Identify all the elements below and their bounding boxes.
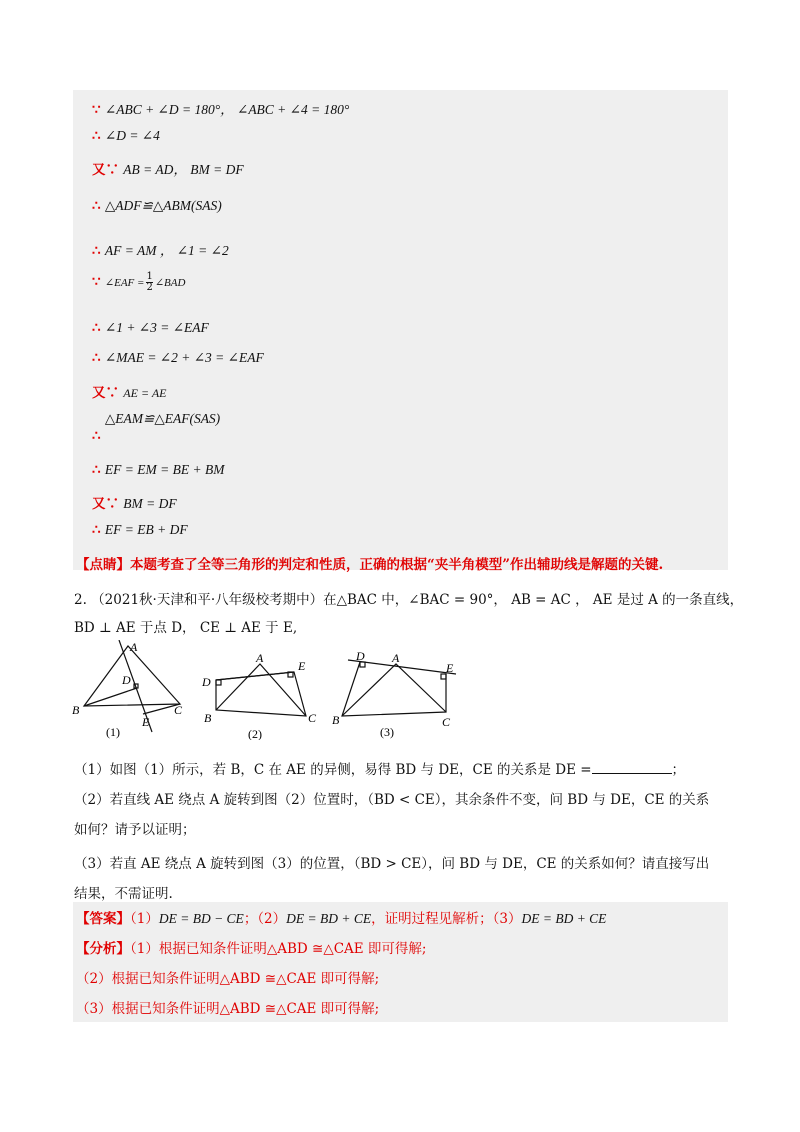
because-symbol: 又∵ bbox=[92, 162, 119, 178]
answer-text: （1） bbox=[130, 911, 159, 927]
analysis-line-2: （2）根据已知条件证明△ABD ≅△CAE 即可得解; bbox=[76, 971, 380, 987]
figure-2 bbox=[216, 664, 306, 716]
because-symbol: ∵ bbox=[92, 274, 101, 290]
therefore-symbol: ∴ bbox=[92, 128, 101, 144]
fraction-numerator: 1 bbox=[146, 271, 153, 282]
therefore-symbol: ∴ bbox=[92, 428, 101, 444]
answer-tag: 【答案】 bbox=[76, 911, 130, 927]
label-C: C bbox=[174, 703, 183, 717]
therefore-symbol: ∴ bbox=[92, 243, 101, 259]
answer-math: DE = BD + CE bbox=[286, 911, 372, 926]
label-A: A bbox=[130, 640, 138, 654]
proof-text: EF = EM = BE + BM bbox=[104, 462, 225, 477]
proof-line-12 bbox=[92, 492, 177, 512]
label-D: D bbox=[356, 649, 365, 663]
analysis-tag: 【分析】 bbox=[76, 941, 130, 957]
proof-text: BM = DF bbox=[123, 496, 177, 511]
because-symbol: 又∵ bbox=[92, 496, 119, 512]
answer-math: DE = BD + CE bbox=[521, 911, 607, 926]
answer-line bbox=[76, 907, 606, 927]
label-A: A bbox=[392, 651, 400, 665]
proof-text: △ADF≌△ABM(SAS) bbox=[104, 198, 222, 213]
label-E: E bbox=[142, 715, 150, 729]
question-part-3a: （3）若直 AE 绕点 A 旋转到图（3）的位置，（BD > CE），问 BD 与 DE，CE 的关系如何？请直接写出 bbox=[74, 856, 710, 872]
fraction bbox=[146, 272, 152, 293]
fraction-denominator: 2 bbox=[146, 282, 153, 293]
proof-text: ∠EAF = bbox=[104, 277, 145, 289]
because-symbol: 又∵ bbox=[92, 385, 119, 401]
proof-line-8 bbox=[92, 350, 264, 366]
answer-text: ，证明过程见解析；（3） bbox=[371, 911, 522, 927]
therefore-symbol: ∴ bbox=[92, 320, 101, 336]
geometry-figures bbox=[70, 640, 490, 740]
proof-text: △EAM≌△EAF(SAS) bbox=[104, 411, 221, 426]
answer-text: ；（2） bbox=[243, 911, 287, 927]
figure-3 bbox=[342, 660, 456, 716]
proof-text: ∠1 + ∠3 = ∠EAF bbox=[104, 320, 209, 335]
proof-line-13 bbox=[92, 522, 188, 538]
therefore-symbol: ∴ bbox=[92, 350, 101, 366]
label-C: C bbox=[442, 715, 451, 729]
question-part-2a: （2）若直线 AE 绕点 A 旋转到图（2）位置时，（BD < CE），其余条件不变，问 BD 与 DE，CE 的关系 bbox=[74, 792, 710, 808]
label-D: D bbox=[122, 673, 131, 687]
question-text: ； bbox=[671, 762, 686, 778]
label-E: E bbox=[298, 659, 306, 673]
figure-2-label: (2) bbox=[248, 727, 262, 740]
therefore-symbol: ∴ bbox=[92, 522, 101, 538]
answer-math: DE = BD − CE bbox=[158, 911, 244, 926]
proof-line-11 bbox=[92, 462, 224, 478]
analysis-line-3: （3）根据已知条件证明△ABD ≅△CAE 即可得解; bbox=[76, 1001, 380, 1017]
question-part-3b: 结果，不需证明. bbox=[74, 886, 173, 902]
proof-text: ∠BAD bbox=[154, 277, 186, 289]
proof-line-6 bbox=[92, 272, 185, 293]
question-stem-line-1: 2. （2021秋·天津和平·八年级校考期中）在△BAC 中，∠BAC = 90°， AB = AC ， AE 是过 A 的一条直线， bbox=[74, 592, 744, 608]
proof-text: EF = EB + DF bbox=[104, 522, 188, 537]
question-part-2b: 如何？请予以证明； bbox=[74, 822, 196, 838]
therefore-symbol: ∴ bbox=[92, 198, 101, 214]
proof-line-3 bbox=[92, 158, 244, 178]
label-B: B bbox=[72, 703, 80, 717]
figure-1-label: (1) bbox=[106, 725, 120, 739]
label-E: E bbox=[446, 661, 454, 675]
question-stem-line-2: BD ⊥ AE 于点 D， CE ⊥ AE 于 E, bbox=[74, 620, 298, 636]
proof-text: ∠D = ∠4 bbox=[104, 128, 160, 143]
proof-line-5 bbox=[92, 239, 229, 259]
label-B: B bbox=[332, 713, 340, 727]
proof-text: ∠ABC + ∠D = 180°， ∠ABC + ∠4 = 180° bbox=[104, 102, 350, 117]
proof-text: AE = AE bbox=[123, 386, 167, 400]
proof-line-7 bbox=[92, 320, 209, 336]
therefore-symbol: ∴ bbox=[92, 462, 101, 478]
proof-text: AB = AD， BM = DF bbox=[123, 162, 244, 177]
label-C: C bbox=[308, 711, 317, 725]
answer-blank bbox=[592, 761, 672, 774]
proof-line-9 bbox=[92, 381, 167, 401]
proof-text: ∠MAE = ∠2 + ∠3 = ∠EAF bbox=[104, 350, 264, 365]
because-symbol: ∵ bbox=[92, 102, 101, 118]
analysis-text: （1）根据已知条件证明△ABD ≅△CAE 即可得解; bbox=[130, 941, 427, 957]
proof-line-4 bbox=[92, 198, 222, 214]
label-B: B bbox=[204, 711, 212, 725]
label-D: D bbox=[202, 675, 211, 689]
figure-3-label: (3) bbox=[380, 725, 394, 739]
proof-line-1 bbox=[92, 98, 349, 118]
label-A: A bbox=[256, 651, 264, 665]
proof-line-10 bbox=[92, 411, 221, 444]
proof-text: AF = AM ， ∠1 = ∠2 bbox=[104, 243, 229, 258]
question-part-1 bbox=[74, 758, 685, 778]
key-point-note: 【点睛】本题考查了全等三角形的判定和性质，正确的根据“夹半角模型”作出辅助线是解题的关键. bbox=[76, 557, 664, 573]
analysis-line-1 bbox=[76, 937, 426, 957]
question-text: （1）如图（1）所示，若 B，C 在 AE 的异侧，易得 BD 与 DE，CE 的关系是 DE = bbox=[74, 762, 592, 778]
proof-line-2 bbox=[92, 128, 160, 144]
